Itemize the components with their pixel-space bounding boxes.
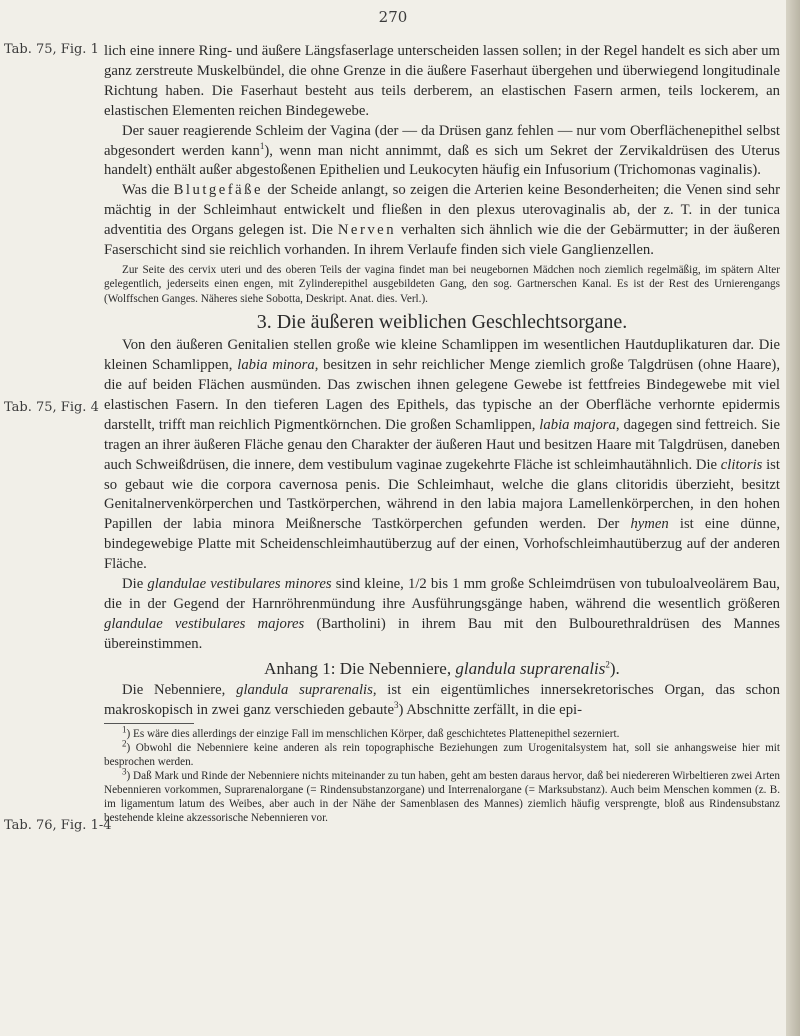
footnote-text: ) Daß Mark und Rinde der Nebenniere nichts miteinander zu tun haben, geht am besten daraus hervor, daß bei niedereren Wirbeltieren zwei Arten Nebennieren vorkommen, Suprarenalorgane (= Rindensubstanzorgane) und Interrenalorgane (= Marksubstanz). Auch beim Menschen kommen (z. B. im ligamentum latum des Weibes, aber auch in der Nähe der Samenblasen des Mannes) ziemlich häufig versprengte, bloß aus Rindensubstanz bestehende kleine akzessorische Nebennieren vor.	[104, 769, 780, 825]
text-run: der Scheide anlangt, so zeigen die Arterien keine Besonderheiten; die Venen sind sehr mächtig in der Schleimhaut entwickelt und fließen in den plexus uterovaginalis ab, der z. T. in der tunica adventitia des Organs gelegen ist. Die	[104, 182, 780, 239]
margin-reference-3: Tab. 76, Fig. 1-4	[4, 818, 112, 833]
text-run: , besitzen in sehr reichlicher Menge ziemlich große Talgdrüsen (ohne Haare), die auf beiden Flächen ausmünden. Das zwischen ihnen gelegene Gewebe ist fettfreies Bindegewebe mit viel elastischen Fasern. In den tieferen Lagen des Epithels, das typische an der Oberfläche verhornte epidermis darstellt, trifft man reichlich Pigmentkörnchen. Die großen Schamlippen,	[104, 357, 780, 433]
page-number: 270	[378, 8, 408, 26]
footnote-ref-3: 3	[393, 699, 399, 710]
text-run: sind kleine,	[331, 576, 408, 593]
footnote-number: 3	[122, 766, 127, 777]
footnote-ref-1: 1	[259, 140, 265, 151]
footnote-number: 2	[122, 737, 127, 748]
text-run: ), wenn man nicht annimmt, daß es sich um Sekret der Zervikaldrüsen des Uterus handelt) enthält außer abgestoßenen Epithelien und Leukocyten häufig ein Infusorium (Trichomonas vaginalis).	[104, 142, 780, 179]
italic-term: glandula suprarenalis	[236, 681, 373, 698]
spaced-term-nerven: Nerven	[337, 222, 397, 239]
footnote-number: 1	[122, 723, 127, 734]
appendix-heading	[104, 657, 780, 681]
spaced-term-blutgefaesse: Blutgefäße	[173, 182, 264, 199]
paragraph-1: lich eine innere Ring- und äußere Längsfaserlage unterscheiden lassen sollen; in der Regel handelt es sich aber um ganz zerstreute Muskelbündel, die ohne Grenze in die äußere Faserhaut übergehen und überwiegend longitudinale Richtung haben. Die Faserhaut besteht aus teils derberem, an elastischen Fasern armen, teils lockerem, an elastischen Elementen reichen Bindegewebe.	[104, 43, 780, 119]
main-text	[104, 42, 780, 825]
footnote-1	[104, 723, 780, 741]
italic-term: hymen	[630, 516, 669, 533]
italic-term: glandula suprarenalis	[455, 658, 606, 678]
fraction: 1/2	[407, 576, 427, 593]
italic-term: labia majora	[539, 416, 616, 433]
footnote-ref-2: 2	[605, 659, 610, 670]
margin-reference-1: Tab. 75, Fig. 1	[4, 42, 99, 57]
text-run: verhalten sich ähnlich wie die der Gebärmutter; in der äußeren Faserschicht sind sie reichlich vorhanden. In ihrem Verlaufe finden sich viele Ganglienzellen.	[104, 222, 780, 259]
text-run: Die Nebenniere,	[122, 681, 237, 698]
italic-term: clitoris	[720, 456, 763, 473]
text-run: ist eine dünne, bindegewebige Platte mit Scheidenschleimhautüberzug auf der einen, Vorhofschleimhautüberzug auf der anderen Fläche.	[104, 516, 780, 573]
text-run: bis 1 mm große Schleimdrüsen von tubuloalveolärem Bau, die in der Gegend der Harnröhrenmündung ihre Ausführungsgänge haben, während die wesentlich größeren	[104, 576, 780, 612]
footnote-3	[104, 766, 780, 825]
page-edge	[786, 0, 800, 1036]
italic-term: glandulae vestibulares minores	[147, 576, 332, 593]
paragraph-2	[104, 122, 780, 182]
text-run: , ist ein eigentümliches innersekretorisches Organ, das schon makroskopisch in zwei ganz verschieden gebaute	[104, 681, 780, 718]
text-run: Was die	[122, 182, 174, 199]
text-run: , dagegen sind fettreich. Sie tragen an ihrer äußeren Fläche genau den Charakter der äußeren Haut und besitzen Haare mit Talgdrüsen, daneben auch Schweißdrüsen, die innere, dem vestibulum vaginae zugekehrte Fläche ist schleimhautähnlich. Die	[104, 416, 780, 473]
text-run: ) Abschnitte zerfällt, in die epi-	[398, 701, 583, 718]
footnote-text: ) Es wäre dies allerdings der einzige Fall im menschlichen Körper, daß geschichtetes Plattenepithel sezerniert.	[126, 727, 620, 740]
footnote-divider	[104, 723, 194, 724]
footnote-text: ) Obwohl die Nebenniere keine anderen als rein topographische Beziehungen zum Urogenitalsystem hat, soll sie anhangsweise hier mit besprochen werden.	[104, 741, 780, 768]
italic-term: labia minora	[237, 357, 315, 374]
text-run: Von den äußeren Genitalien stellen große wie kleine Schamlippen im wesentlichen Hautduplikaturen dar. Die kleinen Schamlippen,	[104, 337, 780, 374]
text-run: Die	[122, 576, 148, 593]
paragraph-3	[104, 181, 780, 261]
text-run: Der sauer reagierende Schleim der Vagina (der — da Drüsen ganz fehlen — nur vom Oberflächenepithel selbst abgesondert werden kann	[104, 122, 780, 159]
text-run: (Bartholini) in ihrem Bau mit den Bulbourethraldrüsen des Mannes übereinstimmen.	[104, 615, 780, 652]
text-run: ist so gebaut wie die corpora cavernosa penis. Die Schleimhaut, welche die glans clitoridis überzieht, besitzt Genitalnervenkörperchen und Tastkörperchen, während in den labia majora Lamellenkörperchen, in den hohen Papillen der labia minora Meißnersche Tastkörperchen gefunden werden. Der	[104, 456, 780, 533]
italic-term: glandulae vestibulares majores	[104, 615, 305, 632]
paragraph-6	[104, 681, 780, 721]
margin-reference-2: Tab. 75, Fig. 4	[4, 400, 99, 415]
section-heading-3: 3. Die äußeren weiblichen Geschlechtsorgane.	[256, 311, 628, 334]
small-print-note: Zur Seite des cervix uteri und des oberen Teils der vagina findet man bei neugebornen Mädchen noch ziemlich regelmäßig, im spätern Alter gelegentlich, jederseits einen engen, mit Zylinderepithel ausgebildeten Gang, den sog. Gartnerschen Kanal. Es ist der Rest des Urnierengangs (Wolffschen Ganges. Näheres siehe Sobotta, Deskript. Anat. dies. Verl.).	[104, 263, 780, 305]
paragraph-4	[104, 336, 780, 575]
paragraph-5	[104, 575, 780, 655]
text-run: ).	[609, 658, 620, 678]
text-run: Anhang 1: Die Nebenniere,	[264, 658, 456, 678]
footnote-2	[104, 737, 780, 769]
